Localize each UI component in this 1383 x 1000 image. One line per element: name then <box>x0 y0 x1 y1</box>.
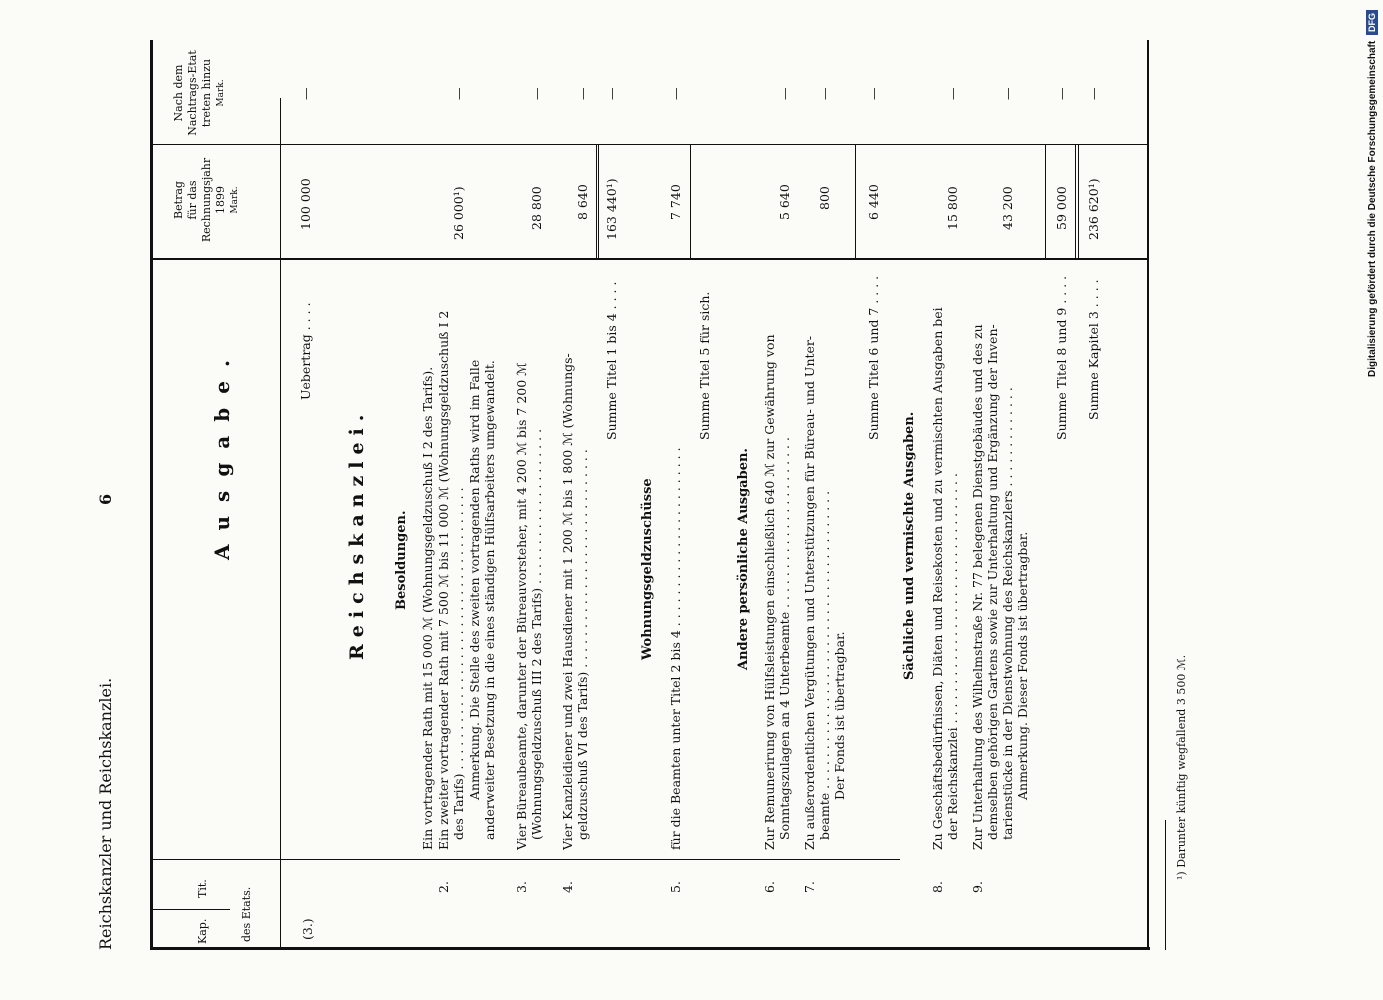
row4-tit: 4. <box>560 881 575 893</box>
footnote: ¹) Darunter künftig wegfallend 3 500 ℳ. <box>1175 654 1188 880</box>
footnote-rule <box>1165 820 1166 950</box>
credit-label: Digitalisierung gefördert durch die Deutsche Forschungsgemeinschaft <box>1367 40 1378 377</box>
betrag-line: für das <box>186 180 199 220</box>
row8-tit: 8. <box>930 881 945 893</box>
col-rule <box>150 258 1149 260</box>
betrag-line: Rechnungsjahr <box>200 157 213 243</box>
table-top-rule <box>150 40 153 950</box>
chapter-title: Reichskanzlei. <box>346 407 368 660</box>
subtotal-rule <box>855 145 856 258</box>
row9-text: Zur Unterhaltung des Wilhelmstraße Nr. 77 belegenen Dienstgebäudes und des zu <box>970 324 985 850</box>
sum-1-4-label: Summe Titel 1 bis 4 . . . . <box>604 281 619 440</box>
row8-text: der Reichskanzlei . . . . . . . . . . . . . . . . . . . . . . . . . . . . . . . . <box>945 473 960 840</box>
dash: — <box>529 87 544 100</box>
dash: — <box>604 87 619 100</box>
subtotal-rule <box>1045 145 1046 258</box>
sum-1-4-amount: 163 440¹) <box>604 178 619 240</box>
credit-text <box>1363 0 1383 1000</box>
row9-note: Anmerkung. Dieser Fonds ist übertragbar. <box>1015 531 1030 800</box>
dash: — <box>945 87 960 100</box>
row5-amount: 7 740 <box>668 184 683 220</box>
row4-amount: 8 640 <box>575 184 590 220</box>
row2-tit: 2. <box>436 881 451 893</box>
running-head: Reichskanzler und Reichskanzlei. <box>96 677 115 950</box>
uebertrag-label: Uebertrag . . . . <box>298 302 313 400</box>
row9-text: demselben gehörigen Gartens sowie zur Unterhaltung und Ergänzung der Inven- <box>985 324 1000 840</box>
row7-text: Zu außerordentlichen Vergütungen und Unterstützungen für Büreau- und Unter- <box>802 335 817 850</box>
nachtrag-unit: Mark. <box>216 79 226 107</box>
header-separator <box>280 98 281 948</box>
col-tit: Tit. <box>196 879 209 898</box>
sum-6-7-amount: 6 440 <box>866 184 881 220</box>
nachtrag-line: Nachtrags-Etat <box>186 50 199 136</box>
dash: — <box>1054 87 1069 100</box>
row1-text: Ein vortragender Rath mit 15 000 ℳ (Wohnungsgeldzuschuß I 2 des Tarifs). <box>420 366 435 850</box>
row2-note: Anmerkung. Die Stelle des zweiten vortragenden Raths wird im Falle <box>467 359 482 800</box>
row2-text: des Tarifs) . . . . . . . . . . . . . . . . . . . . . . . . . . . . . . . . . . . . <box>451 487 466 840</box>
heading-besoldungen: Besoldungen. <box>394 510 409 610</box>
col-rule <box>150 909 230 910</box>
dash: — <box>451 87 466 100</box>
dash: — <box>866 87 881 100</box>
heading-wohnung: Wohnungsgeldzuschüsse <box>640 478 655 660</box>
row2-note: anderweiter Besetzung in die eines ständigen Hülfsarbeiters umgewandelt. <box>482 360 497 840</box>
col-nachtrag <box>172 48 228 138</box>
row3-text: (Wohnungsgeldzuschuß III 2 des Tarifs) . . . . . . . . . . . . . . . . . . . . <box>529 428 544 840</box>
row8-amount: 15 800 <box>945 186 960 230</box>
col-betrag <box>172 155 242 245</box>
dfg-badge: DFG <box>1366 10 1378 35</box>
dash: — <box>817 87 832 100</box>
row4-text: geldzuschuß VI des Tarifs) . . . . . . . . . . . . . . . . . . . . . . . . . . . . <box>575 449 590 840</box>
row6-text: Sonntagszulagen an 4 Unterbeamte . . . . . . . . . . . . . . . . . . . . . . <box>777 437 792 840</box>
subtotal-rule <box>1078 145 1079 258</box>
row4-text: Vier Kanzleidiener und zwei Hausdiener mit 1 200 ℳ bis 1 800 ℳ (Wohnungs- <box>560 353 575 850</box>
subtotal-rule <box>596 145 597 258</box>
sum-8-9-amount: 59 000 <box>1054 186 1069 230</box>
nachtrag-line: Nach dem <box>172 64 185 122</box>
row5-text: für die Beamten unter Titel 2 bis 4 . . . . . . . . . . . . . . . . . . . . . . . <box>668 447 683 850</box>
page-number: 6 <box>96 493 115 505</box>
row3-tit: 3. <box>514 881 529 893</box>
row7-note: Der Fonds ist übertragbar. <box>832 631 847 800</box>
row5-tit: 5. <box>668 881 683 893</box>
sum-kap3-amount: 236 620¹) <box>1086 178 1101 240</box>
sum-6-7-label: Summe Titel 6 und 7 . . . . <box>866 275 881 440</box>
betrag-line: 1899 <box>214 186 227 214</box>
dash: — <box>298 87 313 100</box>
col-rule <box>150 859 900 860</box>
nachtrag-line: treten hinzu <box>200 58 213 128</box>
row9-text: tarienstücke in der Dienstwohnung des Reichskanzlers . . . . . . . . . . . . . <box>1000 387 1015 840</box>
uebertrag-amount: 100 000 <box>298 178 313 230</box>
row8-text: Zu Geschäftsbedürfnissen, Diäten und Reisekosten und zu vermischten Ausgaben bei <box>930 307 945 850</box>
dash: — <box>1000 87 1015 100</box>
sum-kap3-label: Summe Kapitel 3 . . . . <box>1086 279 1101 420</box>
row6-tit: 6. <box>762 881 777 893</box>
dash: — <box>575 87 590 100</box>
row7-tit: 7. <box>802 881 817 893</box>
row6-text: Zur Remunerirung von Hülfsleistungen einschließlich 640 ℳ zur Gewährung von <box>762 334 777 850</box>
betrag-unit: Mark. <box>230 186 240 214</box>
row7-amount: 800 <box>817 186 832 210</box>
heading-saechliche: Sächliche und vermischte Ausgaben. <box>902 411 917 680</box>
row7-text: beamte . . . . . . . . . . . . . . . . . . . . . . . . . . . . . . . . . . . . . . <box>817 490 832 840</box>
table-left-rule <box>150 947 1150 950</box>
row2-text: Ein zweiter vortragender Rath mit 7 500 ℳ bis 11 000 ℳ (Wohnungsgeldzuschuß I 2 <box>436 310 451 850</box>
kap-value: (3.) <box>300 918 315 940</box>
table-bottom-rule <box>1147 40 1149 950</box>
row6-amount: 5 640 <box>777 184 792 220</box>
row3-amount: 28 800 <box>529 186 544 230</box>
sum-8-9-label: Summe Titel 8 und 9 . . . . <box>1054 275 1069 440</box>
credit-strip <box>1363 0 1383 1000</box>
subtotal-rule <box>598 145 599 258</box>
col-des-etats: des Etats. <box>240 886 253 942</box>
section-title: Ausgabe. <box>210 346 234 560</box>
subtotal-rule <box>1075 145 1076 258</box>
row2-amount: 26 000¹) <box>451 186 466 240</box>
row3-text: Vier Büreaubeamte, darunter der Büreauvorsteher, mit 4 200 ℳ bis 7 200 ℳ <box>514 362 529 850</box>
betrag-line: Betrag <box>172 181 185 219</box>
col-kap: Kap. <box>196 918 209 944</box>
subtotal-rule <box>690 145 691 258</box>
sum-5-label: Summe Titel 5 für sich. <box>697 291 712 440</box>
heading-andere: Andere persönliche Ausgaben. <box>736 448 751 670</box>
row9-amount: 43 200 <box>1000 186 1015 230</box>
col-rule <box>150 144 1149 145</box>
dash: — <box>668 87 683 100</box>
row9-tit: 9. <box>970 881 985 893</box>
dash: — <box>1086 87 1101 100</box>
dash: — <box>777 87 792 100</box>
